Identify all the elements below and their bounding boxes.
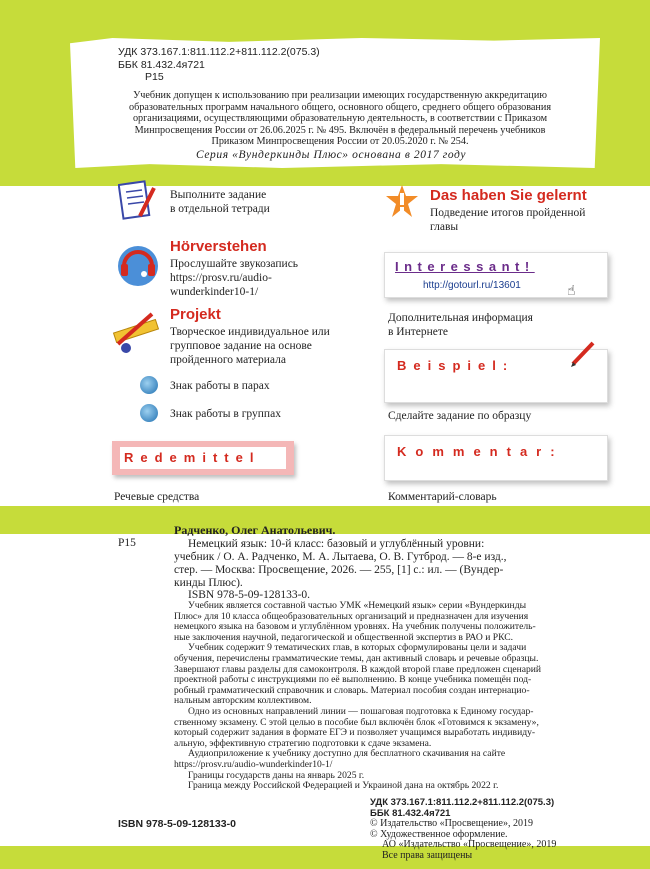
interessant-url[interactable]: http://gotourl.ru/13601 <box>423 280 521 291</box>
copyright-line: Все права защищены <box>382 849 473 861</box>
notebook-desc-line: Выполните задание <box>170 189 267 201</box>
annotation-line: проектной работы с инструкциями по её выполнению. В конце учебника помещён под- <box>174 674 532 686</box>
hoerverstehen-desc <box>170 257 298 299</box>
group-work-desc: Знак работы в группах <box>170 408 281 420</box>
hand-cursor-icon: ☝ <box>567 283 576 299</box>
interessant-line: Дополнительная информация <box>388 312 533 324</box>
annotation-line: Учебник содержит 9 тематических глав, в которых сформулированы цели и задачи <box>188 642 527 654</box>
gelernt-line: Подведение итогов пройденной <box>430 207 586 219</box>
approval-line: Минпросвещения России от 26.06.2025 г. № 495. Включён в федеральный перечень учебников <box>134 124 546 136</box>
pair-work-icon <box>140 376 158 394</box>
hoerverstehen-line: Прослушайте звукозапись <box>170 258 299 270</box>
beispiel-desc: Сделайте задание по образцу <box>388 410 532 422</box>
notebook-icon <box>118 180 158 222</box>
beispiel-card <box>384 349 608 403</box>
kommentar-card <box>384 435 608 481</box>
notebook-desc-line: в отдельной тетради <box>170 203 270 215</box>
projekt-title: Projekt <box>170 306 221 323</box>
projekt-line: Творческое индивидуальное или <box>170 326 330 338</box>
biblio-desc-line: стер. — Москва: Просвещение, 2026. — 255, [1] с.: ил. — (Вундер- <box>174 564 504 576</box>
interessant-card <box>384 252 608 298</box>
interessant-label: Interessant! <box>395 259 535 274</box>
biblio-desc-line: Немецкий язык: 10-й класс: базовый и углублённый уровни: <box>188 538 485 550</box>
pair-work-desc: Знак работы в парах <box>170 380 270 392</box>
isbn-big: ISBN 978-5-09-128133-0 <box>118 818 236 830</box>
headphones-icon <box>114 240 162 288</box>
redemittel-card <box>112 441 294 475</box>
approval-line: организациями, осуществляющими образовательную деятельность, в соответствии с Приказом <box>132 113 548 125</box>
kommentar-desc: Комментарий-словарь <box>388 491 497 503</box>
summary-star-icon <box>384 184 420 220</box>
udk-bottom: УДК 373.167.1:811.112.2+811.112.2(075.3) <box>370 797 555 808</box>
projekt-line: пройденного материала <box>170 354 286 366</box>
notebook-desc <box>170 188 270 216</box>
annotation-line: который содержит задания в формате ЕГЭ и позволяет учащимся выработать индивиду- <box>174 727 536 739</box>
approval-line: Учебник допущен к использованию при реализации имеющих государственную аккредитацию <box>133 90 547 101</box>
interessant-desc <box>388 311 533 339</box>
copyright-block <box>370 819 556 861</box>
hoerverstehen-title: Hörverstehen <box>170 238 267 255</box>
redemittel-label: Redemittel <box>124 450 261 465</box>
p15-code: Р15 <box>145 71 164 83</box>
approval-line: образовательных программ начального общего, основного общего, среднего общего образования <box>128 101 552 113</box>
annotation-line: Завершают главы разделы для самоконтроля. В каждой второй главе предложен сценарий <box>174 663 542 675</box>
annotation-line: Границы государств даны на январь 2025 г. <box>188 769 365 781</box>
bbk-line: ББК 81.432.4я721 <box>118 59 205 71</box>
group-work-icon <box>140 404 158 422</box>
annotation-line: Аудиоприложение к учебнику доступно для бесплатного скачивания на сайте <box>188 748 506 760</box>
gelernt-title: Das haben Sie gelernt <box>430 187 587 204</box>
copyright-line: © Художественное оформление. <box>370 828 508 840</box>
hoerverstehen-line: wunderkinder10-1/ <box>170 286 259 298</box>
pencil-icon <box>567 340 597 375</box>
annotation-line: Граница между Российской Федерацией и Украиной дана на октябрь 2022 г. <box>188 780 499 792</box>
biblio-isbn: ISBN 978-5-09-128133-0. <box>188 589 311 601</box>
approval-line: Приказом Минпросвещения России от 20.05.2020 г. № 254. <box>211 136 469 148</box>
copyright-line: АО «Издательство «Просвещение», 2019 <box>382 839 557 850</box>
copyright-line: © Издательство «Просвещение», 2019 <box>370 818 533 829</box>
annotation-text <box>174 601 600 792</box>
gelernt-desc <box>430 206 585 234</box>
udk-line: УДК 373.167.1:811.112.2+811.112.2(075.3) <box>118 46 320 58</box>
annotation-line: нальным авторским коллективом. <box>174 695 312 707</box>
interessant-line: в Интернете <box>388 326 449 338</box>
annotation-line: Учебник является составной частью УМК «Немецкий язык» серии «Вундеркинды <box>188 600 527 611</box>
annotation-line: Плюс» для 10 класса общеобразовательных организаций и предназначен для изучения <box>174 610 529 622</box>
annotation-line: альную, эффективную стратегию подготовки к сдаче экзамена. <box>174 737 432 749</box>
redemittel-desc: Речевые средства <box>114 491 200 503</box>
biblio-desc-line: кинды Плюс). <box>174 577 243 589</box>
annotation-line: робный грамматический справочник и словарь. Материал пособия создан интернацио- <box>174 684 530 696</box>
annotation-line: Одно из основных направлений линии — пошаговая подготовка к Единому государ- <box>188 705 534 717</box>
approval-text <box>95 90 585 148</box>
annotation-line: обучения, перечислены грамматические темы, дан активный словарь и речевые образцы. <box>174 652 539 664</box>
annotation-line: ственному экзамену. С этой целью в пособие был включён блок «Готовимся к экзамену», <box>174 716 539 728</box>
annotation-line: немецкого языка на базовом и углублённом уровнях. На учебник получены положитель- <box>174 621 536 633</box>
annotation-line: ные заключения научной, педагогической и общественной экспертиз в РАО и РКС. <box>174 631 514 643</box>
biblio-desc-line: учебник / О. А. Радченко, М. А. Лытаева, О. В. Гутброд. — 8-е изд., <box>174 551 507 563</box>
ruler-pencil-icon <box>112 310 162 356</box>
hoerverstehen-line: https://prosv.ru/audio- <box>170 272 272 284</box>
biblio-author: Радченко, Олег Анатольевич. <box>174 523 336 537</box>
biblio-p15: Р15 <box>118 537 136 549</box>
kommentar-label: Kommentar: <box>397 444 564 459</box>
projekt-line: групповое задание на основе <box>170 340 312 352</box>
series-line: Серия «Вундеркинды Плюс» основана в 2017 году <box>196 149 467 161</box>
beispiel-label: Beispiel: <box>397 358 515 373</box>
biblio-desc <box>174 538 600 590</box>
annotation-line: https://prosv.ru/audio-wunderkinder10-1/ <box>174 758 333 770</box>
projekt-desc <box>170 325 330 367</box>
bbk-bottom: ББК 81.432.4я721 <box>370 808 451 819</box>
gelernt-line: главы <box>430 221 459 233</box>
